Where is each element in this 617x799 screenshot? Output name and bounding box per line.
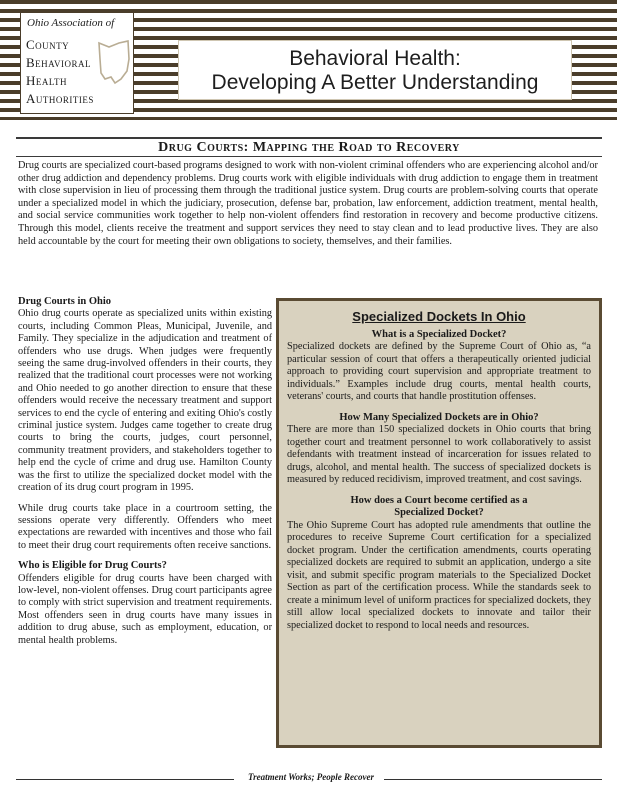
section-rule-top (16, 137, 602, 139)
header-title-line2: Developing A Better Understanding (211, 71, 539, 94)
answer-certified: The Ohio Supreme Court has adopted rule amendments that outline the procedures to receive Supreme Court certification for a specialized docket program. Under the certification amendments, courts operating specialized dockets are required to submit an application, undergo a site visit, and submit specific program materials to the Specialized Docket Section as part of the certification process. While the standards seek to create a minimum level of uniform practices for specialized dockets, they still allow local specialized dockets to innovate and tailor their specialized docket to respond to local needs and resources. (287, 519, 591, 631)
footer-tagline: Treatment Works; People Recover (247, 772, 375, 782)
question-how-many: How Many Specialized Dockets are in Ohio? (339, 411, 539, 423)
header-title-box (178, 40, 572, 100)
footer-rule-right (384, 779, 602, 780)
header-title-line1: Behavioral Health: (289, 47, 461, 70)
paragraph-courtroom-setting: While drug courts take place in a courtroom setting, the sessions operate very differently. Offenders who meet expectations are rewarded with incentives and those who fail to meet their drug court requirements often receive sanctions. (18, 502, 272, 551)
logo-org-line4: Health (26, 73, 68, 88)
logo-org-line3: Behavioral (26, 55, 92, 70)
paragraph-eligibility: Offenders eligible for drug courts have been charged with low-level, non-violent offenses. Drug court participants agree to comply with strict supervision and treatment requirements. Most offenders seen in drug courts have many issues in addition to drug abuse, such as employment, education, or mental health problems. (18, 572, 272, 646)
answer-how-many: There are more than 150 specialized dockets in Ohio courts that bring together court and treatment personnel to work collaboratively to assist defendants with treatment instead of incarceration for issues related to drugs, alcohol, and mental health. The success of specialized dockets is measured by reduced recidivism, improved treatment, and cost savings. (287, 424, 591, 485)
org-logo (20, 12, 134, 114)
ohio-map-icon (97, 39, 131, 85)
answer-what: Specialized dockets are defined by the Supreme Court of Ohio as, “a particular session of court that offers a therapeutically oriented judicial approach to providing court supervision and appropriate treatment to individuals.” Examples include drug courts, mental health courts, veterans' courts, and courts that handle prostitution offenses. (287, 341, 591, 402)
heading-drug-courts-ohio: Drug Courts in Ohio (18, 296, 112, 307)
specialized-dockets-box (276, 298, 602, 748)
section-rule-bottom (16, 156, 602, 157)
left-column (18, 296, 272, 655)
section-title: Drug Courts: Mapping the Road to Recovery (158, 140, 460, 155)
box-title: Specialized Dockets In Ohio (352, 309, 526, 324)
intro-paragraph: Drug courts are specialized court-based programs designed to work with non-violent criminal offenders who are experiencing alcohol and/or other drug addiction and dependency problems. Drug courts work with eligible individuals with drug addiction to engage them in treatment with close supervision in lieu of processing them through the traditional justice system. Drug courts are problem-solving courts that operate under a specialized model in which the judiciary, prosecution, defense bar, probation, law enforcement, addiction treatment, mental health, and social service communities work together to help non-violent offenders find restoration in recovery and become productive citizens. Through this model, clients receive the treatment and support services they need to stay clean and to lead productive lives. They are also held accountable by the court for meeting their own obligations to society, themselves, and their families. (18, 160, 598, 247)
logo-org-line5: Authorities (26, 91, 94, 106)
heading-eligibility: Who is Eligible for Drug Courts? (18, 560, 167, 572)
logo-org-line1: Ohio Association of (27, 17, 115, 29)
paragraph-drug-courts-ohio: Ohio drug courts operate as specialized units within existing courts, including Common Pleas, Municipal, Juvenile, and Family. They specialize in the adjudication and treatment of offenders who use drugs. When judges were frequently seeing the same drug-involved offenders in their courts, they realized that the traditional court processes were not working and Ohio needed to go another direction to ensure that these offenders would receive the necessary treatment and support services to end the cycle of entering and exiting Ohio's costly criminal justice system. Judges came together to create drug courts to bring the courts, judges, court personnel, community treatment providers, and stakeholders together to help end the cycle of crime and drug use. Hamilton County was the first to utilize the specialized docket model with the creation of its drug court program in 1995. (18, 308, 272, 494)
question-certified: How does a Court become certified as a Specialized Docket? (350, 494, 528, 518)
footer (0, 772, 617, 786)
footer-rule-left (16, 779, 234, 780)
question-what: What is a Specialized Docket? (371, 328, 507, 340)
logo-org-line2: County (26, 37, 70, 52)
